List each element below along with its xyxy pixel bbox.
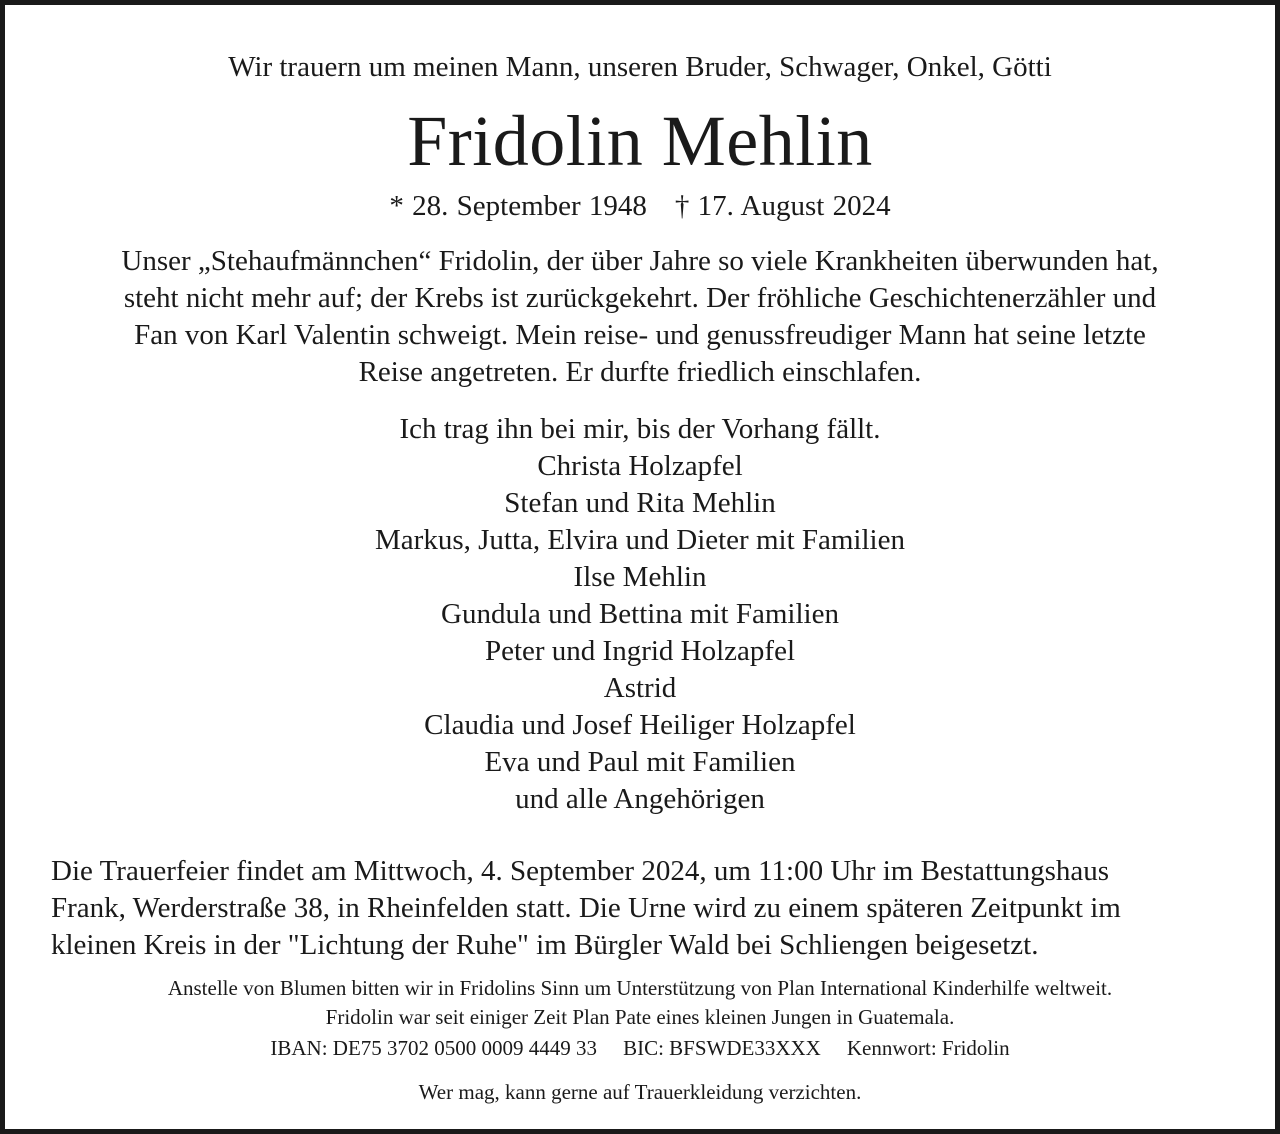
funeral-line: Die Trauerfeier findet am Mittwoch, 4. September 2024, um 11:00 Uhr im Bestattungshaus: [51, 855, 1110, 887]
bank-details: [5, 1038, 1275, 1059]
life-dates: [5, 192, 1275, 221]
quote-line: Ich trag ihn bei mir, bis der Vorhang fällt.: [399, 413, 881, 445]
keyword: Kennwort: Fridolin: [846, 1036, 1010, 1060]
tribute-line: Fan von Karl Valentin schweigt. Mein reise- und genussfreudiger Mann hat seine letzte: [134, 319, 1146, 351]
closing-note: Wer mag, kann gerne auf Trauerkleidung verzichten.: [418, 1080, 862, 1104]
death-date: † 17. August 2024: [674, 190, 891, 222]
mourner-name: Claudia und Josef Heiliger Holzapfel: [424, 709, 856, 741]
mourner-name: Stefan und Rita Mehlin: [504, 487, 776, 519]
mourner-name: Eva und Paul mit Familien: [484, 746, 796, 778]
iban: IBAN: DE75 3702 0500 0009 4449 33: [270, 1036, 598, 1060]
mourner-name: Gundula und Bettina mit Familien: [441, 598, 839, 630]
tribute-line: Reise angetreten. Er durfte friedlich einschlafen.: [358, 356, 922, 388]
funeral-line: Frank, Werderstraße 38, in Rheinfelden statt. Die Urne wird zu einem späteren Zeitpunkt im: [51, 892, 1121, 924]
funeral-line: kleinen Kreis in der "Lichtung der Ruhe" im Bürgler Wald bei Schliengen beigesetzt.: [51, 929, 1039, 961]
mourner-name: Christa Holzapfel: [537, 450, 743, 482]
donation-line: Fridolin war seit einiger Zeit Plan Pate eines kleinen Jungen in Guatemala.: [325, 1005, 955, 1029]
tribute-line: steht nicht mehr auf; der Krebs ist zurückgekehrt. Der fröhliche Geschichtenerzähler und: [123, 282, 1157, 314]
mourner-name: Markus, Jutta, Elvira und Dieter mit Familien: [375, 524, 905, 556]
mourner-name: Astrid: [603, 672, 677, 704]
mourner-name: und alle Angehörigen: [515, 783, 765, 815]
birth-date: * 28. September 1948: [389, 190, 647, 222]
mourner-name: Peter und Ingrid Holzapfel: [484, 635, 796, 667]
bic: BIC: BFSWDE33XXX: [623, 1036, 821, 1060]
tribute-line: Unser „Stehaufmännchen“ Fridolin, der über Jahre so viele Krankheiten überwunden hat,: [121, 245, 1159, 277]
intro-line: Wir trauern um meinen Mann, unseren Bruder, Schwager, Onkel, Götti: [228, 51, 1052, 83]
mourner-name: Ilse Mehlin: [573, 561, 707, 593]
donation-line: Anstelle von Blumen bitten wir in Fridolins Sinn um Unterstützung von Plan International Kinderhilfe weltweit.: [167, 976, 1113, 1000]
deceased-name: Fridolin Mehlin: [407, 101, 873, 181]
